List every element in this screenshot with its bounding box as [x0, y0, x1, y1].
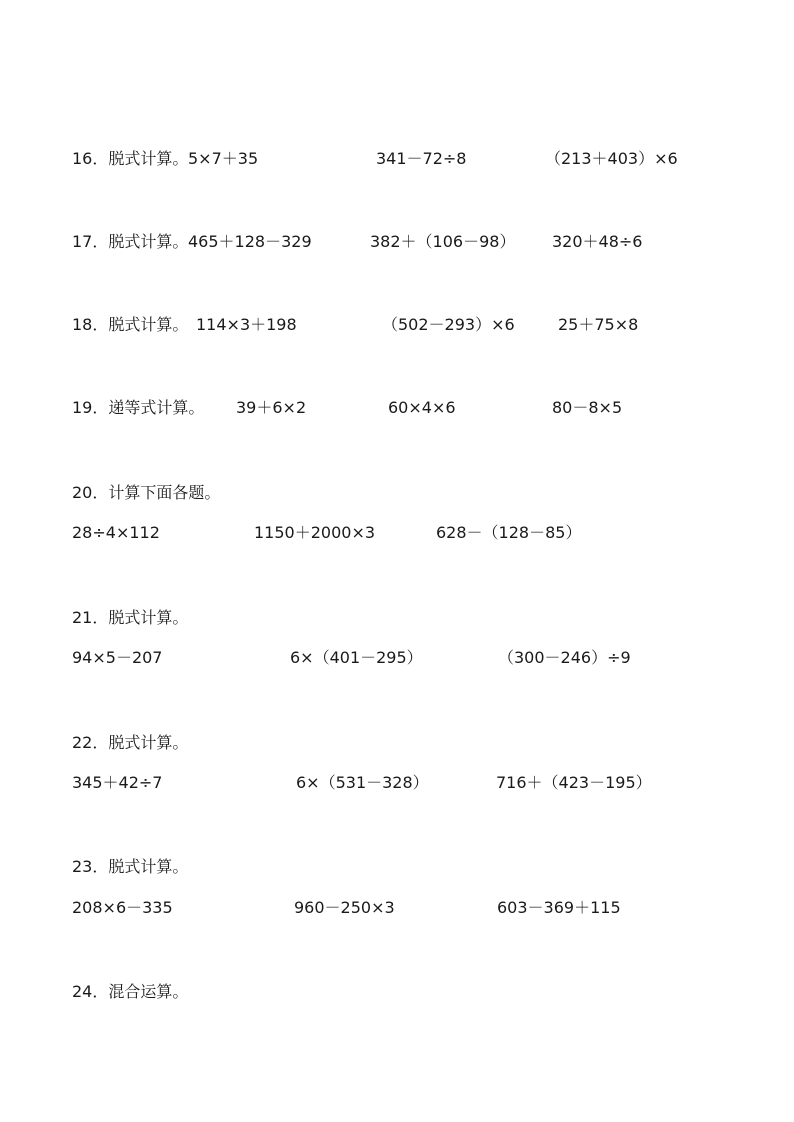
problem-19-expr-2: 60×4×6 [388, 398, 456, 417]
problem-17-expr-1: 465＋128－329 [188, 232, 312, 251]
problem-19-expr-1: 39＋6×2 [236, 398, 307, 417]
problem-22-expr-3: 716＋（423－195） [496, 773, 652, 792]
problem-16-label: 16．脱式计算。 [72, 149, 189, 168]
problem-18-expr-3: 25＋75×8 [558, 315, 639, 334]
problem-17-expr-2: 382＋（106－98） [370, 232, 516, 251]
problem-19-label: 19．递等式计算。 [72, 398, 205, 417]
problem-24-label: 24．混合运算。 [72, 982, 189, 1001]
problem-21-expr-1: 94×5－207 [72, 648, 163, 667]
problem-23-expr-2: 960－250×3 [294, 898, 395, 917]
problem-19-expr-3: 80－8×5 [552, 398, 623, 417]
problem-20-expr-2: 1150＋2000×3 [254, 523, 376, 542]
problem-23-expr-1: 208×6－335 [72, 898, 173, 917]
problem-16-expr-2: 341－72÷8 [376, 149, 467, 168]
problem-21-expr-3: （300－246）÷9 [498, 648, 631, 667]
problem-21-expr-2: 6×（401－295） [290, 648, 423, 667]
problem-23-label: 23．脱式计算。 [72, 857, 189, 876]
problem-18-expr-2: （502－293）×6 [382, 315, 515, 334]
problem-17-label: 17．脱式计算。 [72, 232, 189, 251]
problem-18-expr-1: 114×3＋198 [196, 315, 297, 334]
problem-16-expr-3: （213＋403）×6 [545, 149, 678, 168]
problem-20-label: 20．计算下面各题。 [72, 483, 221, 502]
problem-20-expr-1: 28÷4×112 [72, 523, 160, 542]
problem-21-label: 21．脱式计算。 [72, 608, 189, 627]
problem-18-label: 18．脱式计算。 [72, 315, 189, 334]
problem-22-expr-1: 345＋42÷7 [72, 773, 163, 792]
problem-22-expr-2: 6×（531－328） [296, 773, 429, 792]
problem-17-expr-3: 320＋48÷6 [552, 232, 643, 251]
problem-16-expr-1: 5×7＋35 [188, 149, 259, 168]
problem-23-expr-3: 603－369＋115 [497, 898, 621, 917]
problem-20-expr-3: 628－（128－85） [436, 523, 582, 542]
problem-22-label: 22．脱式计算。 [72, 733, 189, 752]
